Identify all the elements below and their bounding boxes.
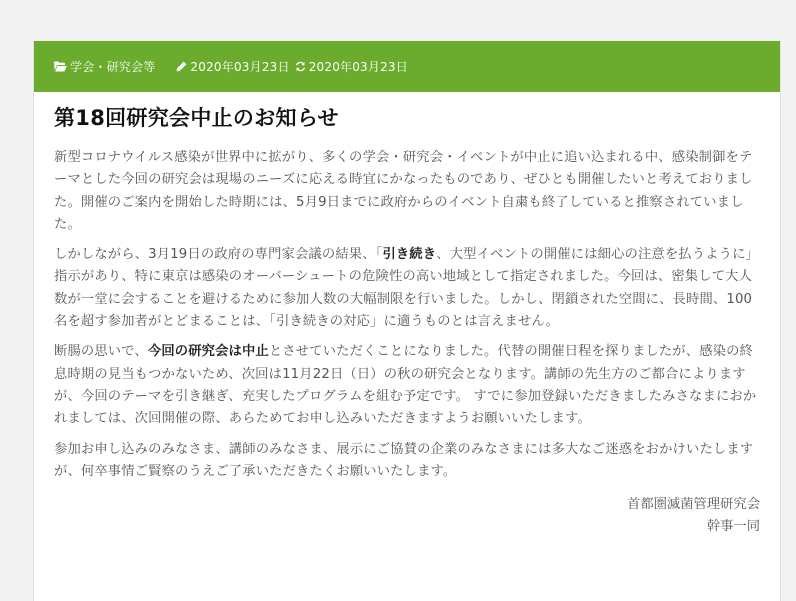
updated-date-text: 2020年03月23日 (308, 60, 408, 74)
paragraph-4: 参加お申し込みのみなさま、講師のみなさま、展示にご協賛の企業のみなさまには多大なご迷惑をおかけいたしますが、何卒事情ご賢察のうえご了承いただきたくお願いいたします。 (54, 441, 754, 479)
paragraph-3 (54, 341, 760, 430)
paragraph-2-emphasis: 引き続き (382, 247, 437, 263)
article-body (34, 92, 780, 539)
signature (54, 494, 760, 539)
signature-role: 幹事一同 (706, 519, 760, 535)
pencil-icon (176, 61, 187, 72)
category-link[interactable] (54, 58, 155, 75)
updated-date (295, 58, 408, 75)
category-label: 学会・研究会等 (70, 60, 156, 74)
paragraph-1: 新型コロナウイルス感染が世界中に拡がり、多くの学会・研究会・イベントが中止に追い込まれる中、感染制御をテーマとした今回の研究会は現場のニーズに応える時宜にかなったものであり、ぜひとも開催したいと考えておりました。開催のご案内を開始した時期には、5月9日までに政府からのイベント自粛も終了していると推察されていました。 (54, 150, 753, 232)
published-date (176, 58, 289, 75)
paragraph-3-text-c: とさせていただくことになりました。代替の開催日程を探りましたが、感染の終息時期の見当もつかないため、次回は11月22日（日）の秋の研究会となります。講師の先生方のご都合によりますが、今回のテーマを引き継ぎ、充実したプログラムを組む予定です。 すでに参加登録いただきましたみさなまにおかれましては、次回開催の際、あらためてお申し込みいただきますようお願いいたします。 (54, 344, 757, 427)
folder-open-icon (54, 61, 67, 72)
paragraph-2-text-c: 、大型イベントの開催には細心の注意を払うように」指示があり、特に東京は感染のオーバーシュートの危険性の高い地域として指定されました。今回は、密集して大人数が一堂に会することを避けるために参加人数の大幅制限を行いました。しかし、閉鎖された空間に、長時間、100名を超す参加者がとどまることは、「引き続きの対応」に適うものとは言えません。 (54, 247, 759, 330)
paragraph-3-emphasis: 今回の研究会は中止 (147, 344, 269, 360)
paragraph-2-text-a: しかしながら、3月19日の政府の専門家会議の結果、「 (54, 247, 383, 263)
post-meta-bar (34, 41, 780, 92)
article-card (33, 41, 781, 601)
paragraph-3-text-a: 断腸の思いで、 (54, 344, 148, 360)
paragraph-2 (54, 244, 760, 333)
refresh-icon (295, 61, 306, 72)
published-date-text: 2020年03月23日 (190, 60, 290, 74)
article-title: 第18回研究会中止のお知らせ (54, 106, 339, 130)
signature-org: 首都圏滅菌管理研究会 (627, 497, 760, 513)
